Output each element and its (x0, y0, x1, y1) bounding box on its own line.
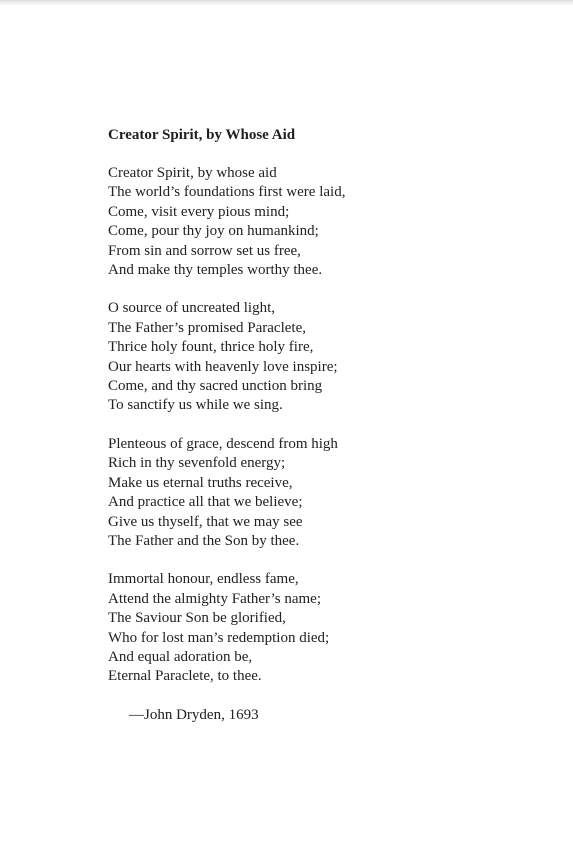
stanza-1 (108, 164, 528, 280)
poem-line: And make thy temples worthy thee. (108, 262, 323, 279)
poem-line: O source of uncreated light, (108, 300, 276, 317)
poem-line: Who for lost man’s redemption died; (108, 629, 330, 646)
poem-line: From sin and sorrow set us free, (108, 242, 301, 259)
poem-line: And practice all that we believe; (108, 494, 303, 511)
poem-line: Eternal Paraclete, to thee. (108, 668, 262, 685)
stanza-4 (108, 570, 528, 686)
poem-line: The Saviour Son be glorified, (108, 610, 286, 627)
poem-line: Thrice holy fount, thrice holy fire, (108, 339, 314, 356)
stanza-3 (108, 435, 528, 551)
poem-line: Plenteous of grace, descend from high (108, 435, 338, 452)
poem-line: Come, visit every pious mind; (108, 203, 290, 220)
poem-attribution: —John Dryden, 1693 (129, 706, 259, 723)
poem-line: Immortal honour, endless fame, (108, 571, 299, 588)
poem-line: Come, and thy sacred unction bring (108, 378, 323, 395)
poem-line: To sanctify us while we sing. (108, 397, 283, 414)
poem-line: And equal adoration be, (108, 648, 253, 665)
poem-line: The Father and the Son by thee. (108, 532, 300, 549)
page-top-edge (0, 0, 573, 6)
poem-title: Creator Spirit, by Whose Aid (108, 127, 296, 143)
poem-line: Creator Spirit, by whose aid (108, 165, 277, 181)
poem-line: Give us thyself, that we may see (108, 513, 303, 530)
poem-line: Our hearts with heavenly love inspire; (108, 358, 338, 375)
poem-line: Rich in thy sevenfold energy; (108, 455, 286, 472)
document-page (108, 126, 528, 725)
poem-line: Come, pour thy joy on humankind; (108, 223, 319, 240)
poem-line: Attend the almighty Father’s name; (108, 590, 322, 607)
poem-line: The Father’s promised Paraclete, (108, 319, 306, 336)
poem-line: Make us eternal truths receive, (108, 474, 293, 491)
poem-line: The world’s foundations first were laid, (108, 184, 346, 201)
stanza-2 (108, 299, 528, 415)
